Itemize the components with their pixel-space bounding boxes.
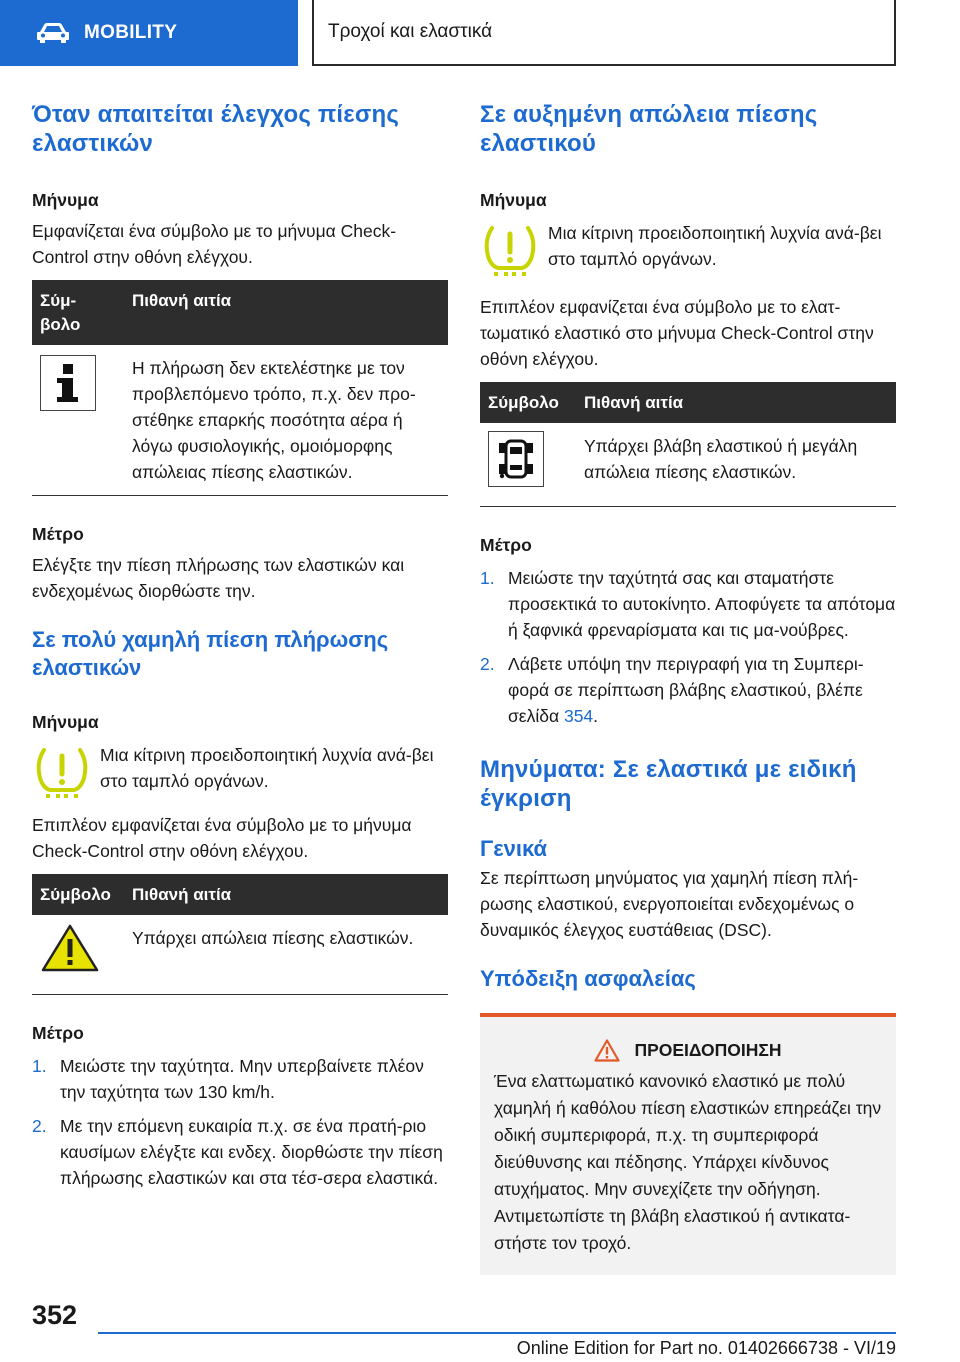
column-header-cause: Πιθανή αιτία <box>576 382 896 423</box>
step-text <box>508 651 896 729</box>
message-heading: Μήνυμα <box>32 190 99 210</box>
step-text-after: . <box>593 706 599 726</box>
message-heading: Μήνυμα <box>480 190 547 210</box>
safety-heading: Υπόδειξη ασφαλείας <box>480 966 696 991</box>
section-tab-mobility[interactable] <box>0 0 298 66</box>
measure-heading: Μέτρο <box>32 1023 84 1043</box>
general-heading: Γενικά <box>480 836 548 861</box>
step-text: Μειώστε την ταχύτητα. Μην υπερβαίνετε πλέον την ταχύτητα των 130 km/h. <box>60 1056 424 1102</box>
table-row <box>480 423 896 507</box>
step-number: 2. <box>32 1116 47 1136</box>
step-number: 1. <box>480 568 495 588</box>
measure-steps <box>32 1053 448 1191</box>
measure-text: Ελέγξτε την πίεση πλήρωσης των ελαστικών και ενδεχομένως διορθώστε την. <box>32 555 405 601</box>
column-header-cause: Πιθανή αιτία <box>124 280 448 345</box>
list-item <box>32 1113 448 1191</box>
column-header-symbol: Σύμ-βολο <box>32 280 124 345</box>
tire-pressure-warning-icon <box>480 220 540 280</box>
step-text: Μειώστε την ταχύτητά σας και σταματήστε προσεκτικά το αυτοκίνητο. Αποφύγετε τα απότομα ή ξαφνικά φρεναρίσματα και τις μα-νούβρες. <box>508 568 896 640</box>
symbol-table <box>480 382 896 507</box>
measure-steps <box>480 565 896 729</box>
list-item <box>480 651 896 729</box>
warning-text: Ένα ελαττωματικό κανονικό ελαστικό με πολύ χαμηλή ή καθόλου πίεση ελαστικών επηρεάζει την οδική συμπεριφορά, π.χ. τη συμπεριφορά διεύθυνσης και πέδησης. Υπάρχει κίνδυνος ατυχήματος. Μην συνεχίζετε την οδήγηση. Αντιμετωπίστε τη βλάβη ελαστικού ή αντικατα-στήστε τον τροχό. <box>494 1071 882 1253</box>
lamp-text: Μια κίτρινη προειδοποιητική λυχνία ανά-βει στο ταμπλό οργάνων. <box>100 745 434 791</box>
page-number: 352 <box>32 1300 78 1330</box>
page-reference-link[interactable]: 354 <box>563 706 594 726</box>
cause-text: Η πλήρωση δεν εκτελέστηκε με τον προβλεπόμενο τρόπο, π.χ. δεν προ-στέθηκε επαρκής ποσότητα αέρα ή λόγω φυσιολογικής, ομοιόμορφης απώλειας πίεσης ελαστικών. <box>124 345 448 496</box>
message-text: Εμφανίζεται ένα σύμβολο με το μήνυμα Check-Control στην οθόνη ελέγχου. <box>32 221 397 267</box>
chapter-tab[interactable] <box>312 0 896 66</box>
table-row <box>32 345 448 496</box>
warning-lamp-row <box>480 220 896 280</box>
cause-text: Υπάρχει βλάβη ελαστικού ή μεγάλη απώλεια πίεσης ελαστικών. <box>576 423 896 507</box>
message-heading: Μήνυμα <box>32 712 99 732</box>
section-title-increased-loss: Σε αυξημένη απώλεια πίεσης ελαστικού <box>480 101 818 157</box>
chapter-label: Τροχοί και ελαστικά <box>328 21 493 42</box>
list-item <box>480 565 896 643</box>
warning-lamp-row <box>32 742 448 802</box>
warning-box <box>480 1013 896 1275</box>
column-header-symbol: Σύμβολο <box>480 382 576 423</box>
warning-triangle-icon <box>40 923 100 973</box>
step-number: 2. <box>480 654 495 674</box>
tire-damage-icon <box>488 431 544 487</box>
step-number: 1. <box>32 1056 47 1076</box>
column-header-symbol: Σύμβολο <box>32 874 124 915</box>
edition-text: Online Edition for Part no. 01402666738 - VI/19 <box>516 1338 896 1358</box>
measure-heading: Μέτρο <box>480 535 532 555</box>
step-text: Με την επόμενη ευκαιρία π.χ. σε ένα πρατή-ριο καυσίμων ελέγξτε και ενδεχ. διορθώστε την πίεση πλήρωσης ελαστικών και στα τέσ-σερα ελαστικά. <box>60 1116 443 1188</box>
info-icon <box>40 355 96 411</box>
table-header-row <box>32 280 448 345</box>
message-text: Επιπλέον εμφανίζεται ένα σύμβολο με το μήνυμα Check-Control στην οθόνη ελέγχου. <box>32 815 412 861</box>
section-label: MOBILITY <box>84 22 178 43</box>
section-title-very-low-pressure: Σε πολύ χαμηλή πίεση πλήρωσης ελαστικών <box>32 627 389 680</box>
warning-icon <box>594 1039 620 1062</box>
table-header-row <box>32 874 448 915</box>
left-column <box>32 100 448 1199</box>
symbol-table <box>32 874 448 995</box>
warning-title: ΠΡΟΕΙΔΟΠΟΙΗΣΗ <box>634 1040 782 1060</box>
message-text: Επιπλέον εμφανίζεται ένα σύμβολο με το ελατ-τωματικό ελαστικό στο μήνυμα Check-Control στην οθόνη ελέγχου. <box>480 297 874 369</box>
section-title-special-tires: Μηνύματα: Σε ελαστικά με ειδική έγκριση <box>480 756 857 812</box>
page-header <box>0 0 960 66</box>
cause-text: Υπάρχει απώλεια πίεσης ελαστικών. <box>124 915 448 995</box>
page-footer <box>0 1290 960 1362</box>
car-icon <box>36 22 70 44</box>
section-title-check-pressure: Όταν απαιτείται έλεγχος πίεσης ελαστικών <box>32 101 400 157</box>
list-item <box>32 1053 448 1105</box>
symbol-table <box>32 280 448 496</box>
footer-divider <box>98 1332 896 1334</box>
column-header-cause: Πιθανή αιτία <box>124 874 448 915</box>
warning-title-row <box>494 1039 882 1062</box>
tire-pressure-warning-icon <box>32 742 92 802</box>
right-column <box>480 100 896 1275</box>
table-header-row <box>480 382 896 423</box>
table-row <box>32 915 448 995</box>
measure-heading: Μέτρο <box>32 524 84 544</box>
general-text: Σε περίπτωση μηνύματος για χαμηλή πίεση πλή-ρωσης ελαστικού, ενεργοποιείται ενδεχομένως ο δυναμικός έλεγχος ευστάθειας (DSC). <box>480 868 859 940</box>
step-text-before: Λάβετε υπόψη την περιγραφή για τη Συμπερι-φορά σε περίπτωση βλάβης ελαστικού, βλέπε σελίδα <box>508 654 864 726</box>
lamp-text: Μια κίτρινη προειδοποιητική λυχνία ανά-βει στο ταμπλό οργάνων. <box>548 223 882 269</box>
